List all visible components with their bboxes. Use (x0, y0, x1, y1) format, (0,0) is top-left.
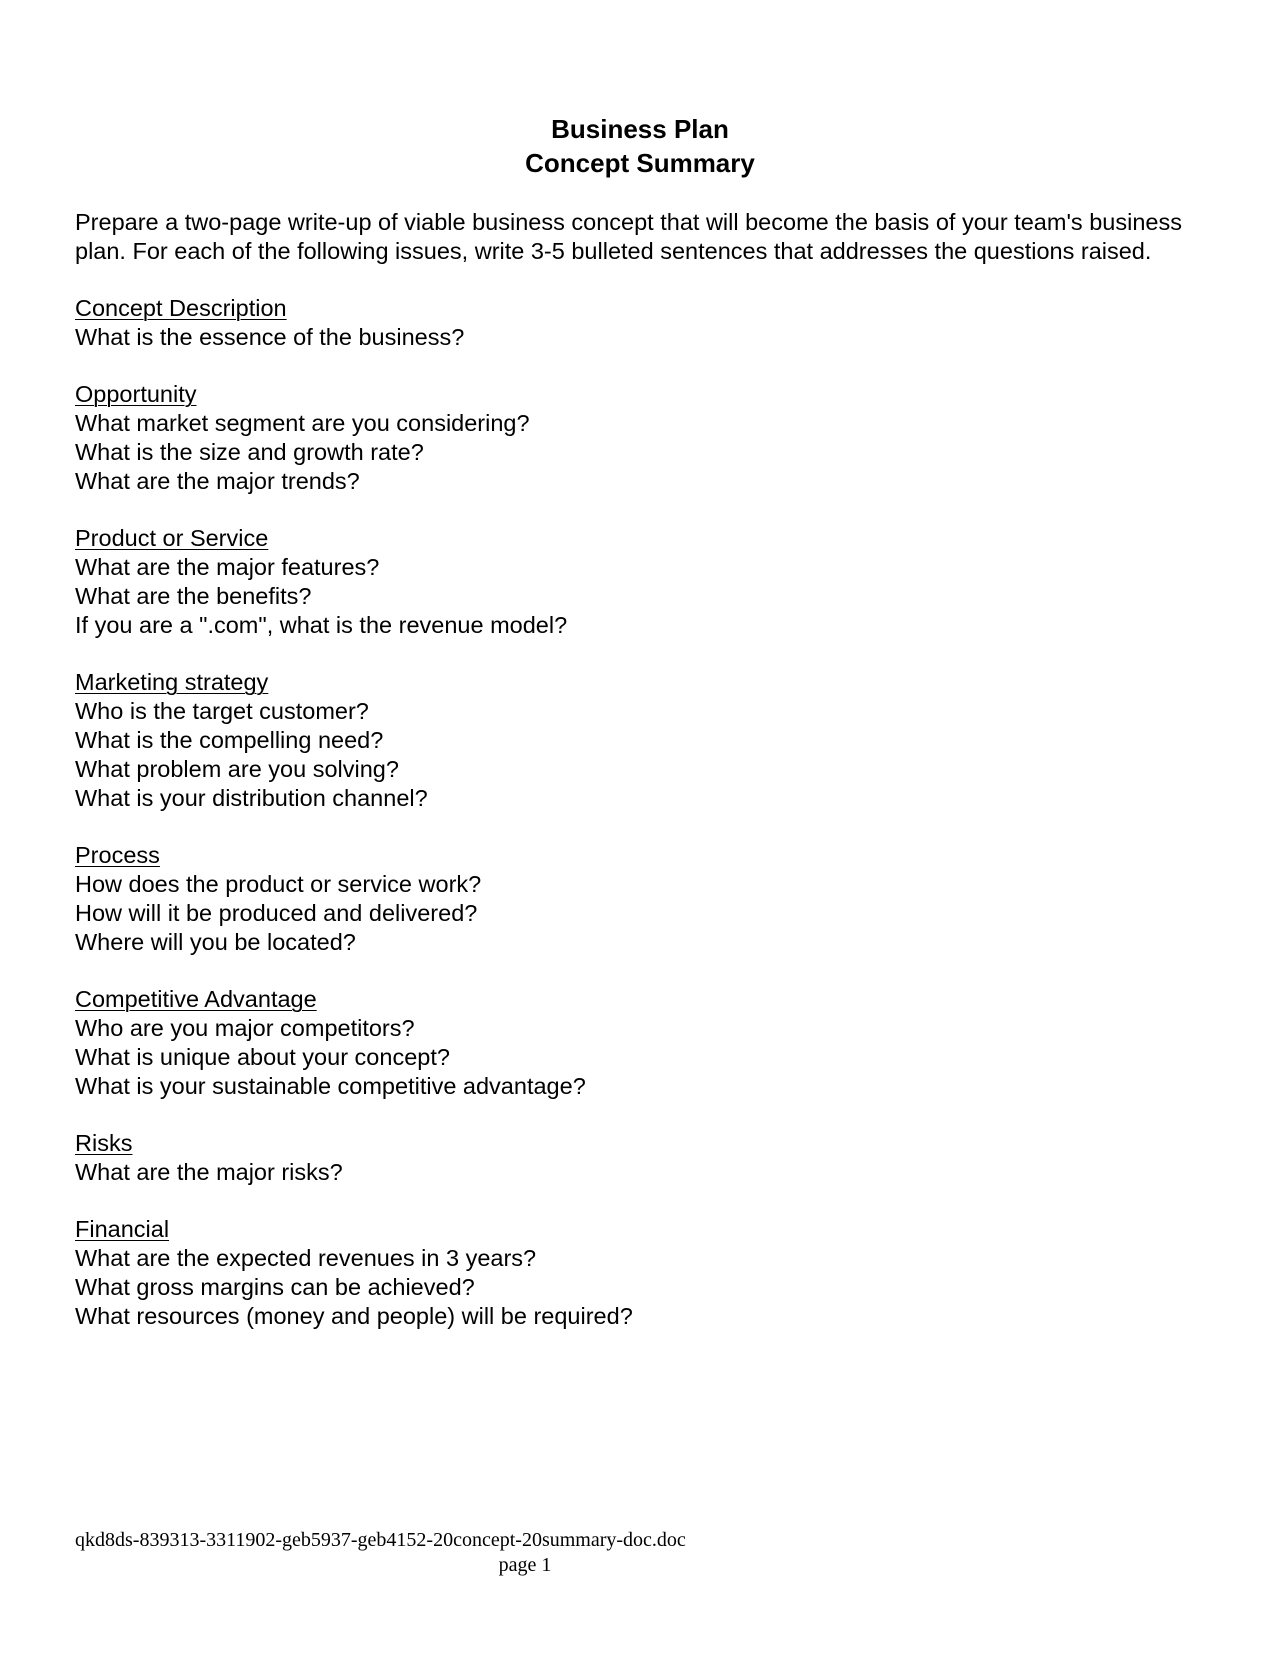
document-body (75, 208, 1185, 1359)
section-question: What is your sustainable competitive advantage? (75, 1073, 586, 1099)
section-heading: Marketing strategy (75, 669, 269, 695)
section-question: What is the size and growth rate? (75, 439, 424, 465)
section-question: What gross margins can be achieved? (75, 1274, 475, 1300)
section-question: What is the compelling need? (75, 727, 384, 753)
section-question: What is unique about your concept? (75, 1044, 450, 1070)
section-question: If you are a ".com", what is the revenue model? (75, 612, 568, 638)
section-heading: Opportunity (75, 381, 197, 407)
section-competitive-advantage (75, 985, 1185, 1101)
section-question: How does the product or service work? (75, 871, 482, 897)
section-heading: Process (75, 842, 160, 868)
section-question: Who is the target customer? (75, 698, 369, 724)
section-concept-description (75, 294, 1185, 352)
title-line-business-plan: Business Plan (551, 114, 729, 144)
footer-filename: qkd8ds-839313-3311902-geb5937-geb4152-20concept-20summary-doc.doc (75, 1529, 686, 1551)
section-question: How will it be produced and delivered? (75, 900, 478, 926)
section-product-or-service (75, 524, 1185, 640)
section-question: Where will you be located? (75, 929, 356, 955)
section-question: Who are you major competitors? (75, 1015, 415, 1041)
section-heading: Risks (75, 1130, 133, 1156)
section-financial (75, 1215, 1185, 1331)
section-heading: Product or Service (75, 525, 269, 551)
section-heading: Concept Description (75, 295, 287, 321)
section-question: What are the major trends? (75, 468, 360, 494)
section-heading: Financial (75, 1216, 170, 1242)
page-footer (75, 1528, 1185, 1578)
section-question: What market segment are you considering? (75, 410, 530, 436)
section-question: What problem are you solving? (75, 756, 399, 782)
section-question: What are the major features? (75, 554, 380, 580)
section-question: What are the benefits? (75, 583, 312, 609)
section-question: What are the expected revenues in 3 years? (75, 1245, 537, 1271)
section-question: What is the essence of the business? (75, 324, 465, 350)
section-question: What is your distribution channel? (75, 785, 428, 811)
section-opportunity (75, 380, 1185, 496)
section-heading: Competitive Advantage (75, 986, 317, 1012)
section-process (75, 841, 1185, 957)
footer-page-number: page 1 (498, 1554, 552, 1576)
section-risks (75, 1129, 1185, 1187)
title-line-concept-summary: Concept Summary (525, 148, 755, 178)
section-question: What resources (money and people) will be required? (75, 1303, 633, 1329)
section-question: What are the major risks? (75, 1159, 343, 1185)
section-marketing-strategy (75, 668, 1185, 813)
intro-paragraph: Prepare a two-page write-up of viable business concept that will become the basis of your team's business plan. For each of the following issues, write 3-5 bulleted sentences that addresses the questions raised. (75, 209, 1182, 264)
document-title (0, 112, 1280, 180)
